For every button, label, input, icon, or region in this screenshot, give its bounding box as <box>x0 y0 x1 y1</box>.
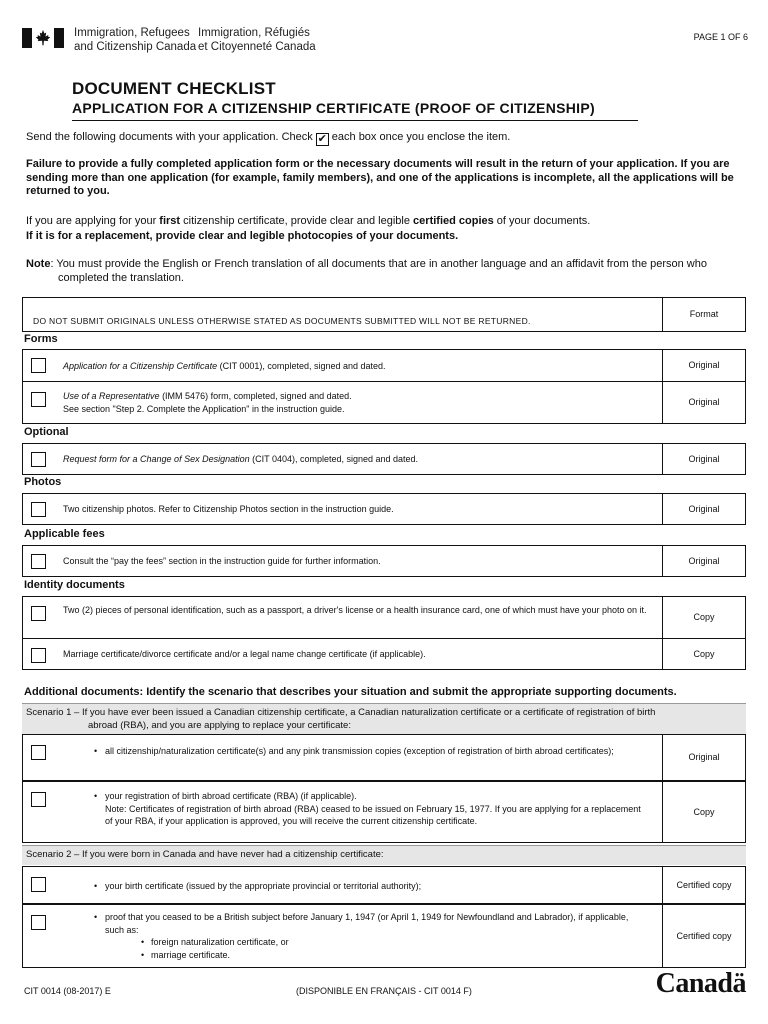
maple-leaf-icon <box>34 29 52 47</box>
checklist-row-scenario1-certificates <box>22 734 746 781</box>
checkmark-icon: ✔ <box>317 133 327 145</box>
item-text: Two (2) pieces of personal identification, such as a passport, a driver's license or a health insurance card, one of which must have your photo on it. <box>63 605 647 615</box>
item-format: Copy <box>662 782 745 842</box>
page-title: DOCUMENT CHECKLIST <box>72 79 276 98</box>
item-format: Original <box>662 494 745 524</box>
section-identity: Identity documents <box>24 579 125 591</box>
section-additional: Additional documents: Identify the scenario that describes your situation and submit the appropriate supporting documents. <box>24 686 677 698</box>
failure-warning: Failure to provide a fully completed application form or the necessary documents will result in the return of your application. If you are sending more than one application (for example, family members), and one of the applications is incomplete, all the applications will be returned to you. <box>26 158 734 197</box>
no-originals-warning: DO NOT SUBMIT ORIGINALS UNLESS OTHERWISE STATED AS DOCUMENTS SUBMITTED WILL NOT BE RETURNED. <box>33 316 531 326</box>
title-divider <box>72 120 638 121</box>
page-number: PAGE 1 OF 6 <box>693 32 748 42</box>
checklist-row-scenario1-rba <box>22 781 746 843</box>
item-format: Original <box>662 444 745 474</box>
checklist-row-scenario2-birth <box>22 866 746 904</box>
checkbox-cit0404[interactable] <box>31 452 46 467</box>
first-certificate-instruction: If you are applying for your first citizenship certificate, provide clear and legible certified copies of your documents. <box>26 215 591 227</box>
section-forms: Forms <box>24 333 58 345</box>
item-format: Original <box>662 546 745 576</box>
item-text: Request form for a Change of Sex Designation (CIT 0404), completed, signed and dated. <box>63 454 419 464</box>
item-format: Original <box>662 735 745 780</box>
send-instruction: Send the following documents with your application. Check ✔ each box once you enclose the item. <box>26 131 511 145</box>
checkbox-cit0001[interactable] <box>31 358 46 373</box>
item-text: Consult the “pay the fees” section in the instruction guide for further information. <box>63 556 381 566</box>
scenario-1-label: Scenario 1 – If you have ever been issued a Canadian citizenship certificate, a Canadian naturalization certificate or a certificate of registration of birth abroad (RBA), and you are applying to replace your certificate: <box>22 703 746 734</box>
department-name-en: Immigration, Refugees and Citizenship Canada <box>74 27 197 53</box>
french-availability: (DISPONIBLE EN FRANÇAIS - CIT 0014 F) <box>296 986 472 996</box>
checklist-row-identification <box>22 596 746 639</box>
section-fees: Applicable fees <box>24 528 105 540</box>
form-code: CIT 0014 (08-2017) E <box>24 986 111 996</box>
checkbox-scenario2-british[interactable] <box>31 915 46 930</box>
page-subtitle: APPLICATION FOR A CITIZENSHIP CERTIFICATE (PROOF OF CITIZENSHIP) <box>72 100 595 116</box>
item-format: Copy <box>662 597 745 638</box>
item-format: Copy <box>662 639 745 669</box>
item-text: Use of a Representative (IMM 5476) form, completed, signed and dated. See section "Step 2. Complete the Application" in the instruction guide. <box>63 391 352 414</box>
checklist-row-cit0001 <box>22 349 746 382</box>
item-text: • all citizenship/naturalization certificate(s) and any pink transmission copies (exception of registration of birth abroad certificates); <box>94 746 614 756</box>
checklist-row-scenario2-british <box>22 904 746 968</box>
checklist-row-fees <box>22 545 746 577</box>
checkbox-identification[interactable] <box>31 606 46 621</box>
checkbox-scenario1-rba[interactable] <box>31 792 46 807</box>
checklist-row-cit0404 <box>22 443 746 475</box>
checkbox-scenario2-birth[interactable] <box>31 877 46 892</box>
checkbox-fees[interactable] <box>31 554 46 569</box>
department-name-fr: Immigration, Réfugiés et Citoyenneté Canada <box>198 27 316 53</box>
checklist-row-photos <box>22 493 746 525</box>
canada-flag-icon <box>22 28 64 48</box>
item-text: • your birth certificate (issued by the appropriate provincial or territorial authority); <box>94 881 422 891</box>
canada-wordmark: Canadä <box>655 968 746 999</box>
page-header <box>22 26 748 56</box>
scenario-2-label: Scenario 2 – If you were born in Canada and have never had a citizenship certificate: <box>22 845 746 865</box>
section-optional: Optional <box>24 426 69 438</box>
item-text: • your registration of birth abroad certificate (RBA) (if applicable). Note: Certificates of registration of birth abroad (RBA) ceased to be issued on February 15, 1977. If you are applying for a replacement of your RBA, if your application is approved, you will receive the current citizenship certificate. <box>94 791 641 826</box>
translation-note: Note: You must provide the English or French translation of all documents that are in another language and an affidavit from the person who completed the translation. <box>26 258 707 284</box>
item-format: Certified copy <box>662 867 745 903</box>
format-column-header: Format <box>662 298 745 331</box>
checkbox-photos[interactable] <box>31 502 46 517</box>
item-format: Certified copy <box>662 905 745 967</box>
replacement-instruction: If it is for a replacement, provide clear and legible photocopies of your documents. <box>26 230 459 242</box>
checkbox-scenario1-certificates[interactable] <box>31 745 46 760</box>
item-format: Original <box>662 350 745 381</box>
checklist-row-imm5476 <box>22 381 746 424</box>
item-text: Two citizenship photos. Refer to Citizenship Photos section in the instruction guide. <box>63 504 394 514</box>
checkbox-marriage[interactable] <box>31 648 46 663</box>
checklist-row-marriage <box>22 638 746 670</box>
table-header <box>22 297 746 332</box>
item-text: Application for a Citizenship Certificate (CIT 0001), completed, signed and dated. <box>63 361 386 371</box>
item-format: Original <box>662 382 745 423</box>
item-text: • proof that you ceased to be a British subject before January 1, 1947 (or April 1, 1949 for Newfoundland and Labrador), if applicable, such as: • foreign naturalization certificate, or • marriage certificate. <box>94 912 629 960</box>
checkbox-imm5476[interactable] <box>31 392 46 407</box>
section-photos: Photos <box>24 476 62 488</box>
item-text: Marriage certificate/divorce certificate and/or a legal name change certificate (if applicable). <box>63 649 426 659</box>
